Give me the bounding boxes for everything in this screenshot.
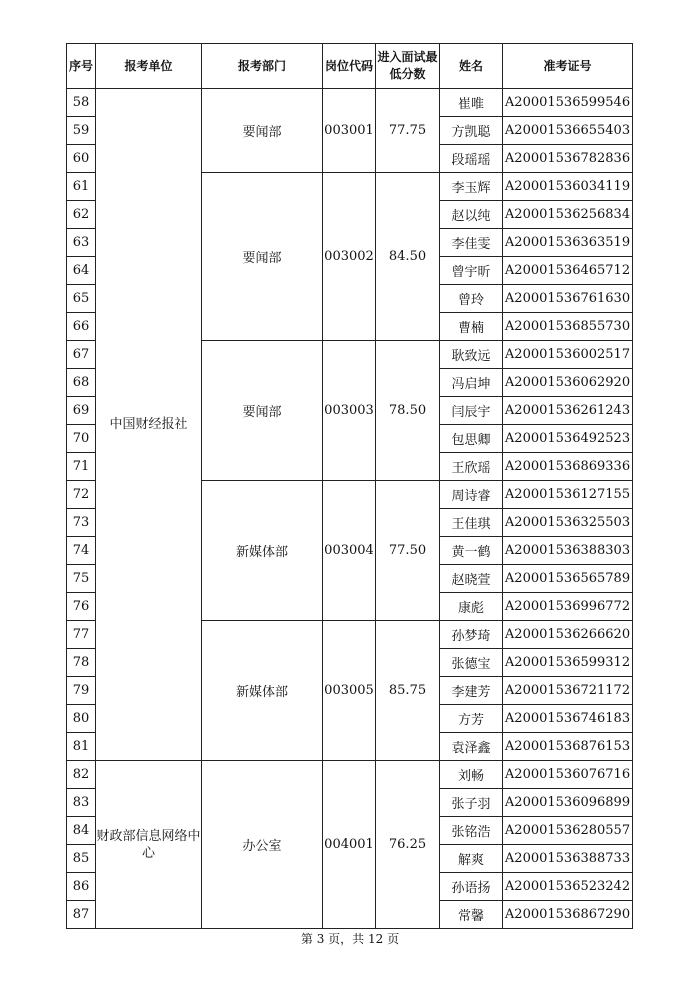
name-cell: 闫辰宇 (440, 397, 503, 425)
ticket-cell: A20001536996772 (503, 593, 633, 621)
seq-cell: 68 (67, 369, 96, 397)
seq-cell: 82 (67, 761, 96, 789)
ticket-cell: A20001536325503 (503, 509, 633, 537)
ticket-cell: A20001536076716 (503, 761, 633, 789)
code-cell: 003004 (323, 481, 376, 621)
name-cell: 赵以纯 (440, 201, 503, 229)
name-cell: 李佳雯 (440, 229, 503, 257)
dept-cell: 办公室 (202, 761, 323, 929)
dept-cell: 新媒体部 (202, 481, 323, 621)
name-cell: 常馨 (440, 901, 503, 929)
score-cell: 85.75 (376, 621, 440, 761)
seq-cell: 85 (67, 845, 96, 873)
dept-cell: 要闻部 (202, 341, 323, 481)
name-cell: 曹楠 (440, 313, 503, 341)
seq-cell: 59 (67, 117, 96, 145)
ticket-cell: A20001536280557 (503, 817, 633, 845)
name-cell: 曾宇昕 (440, 257, 503, 285)
ticket-cell: A20001536721172 (503, 677, 633, 705)
score-cell: 78.50 (376, 341, 440, 481)
name-cell: 包思卿 (440, 425, 503, 453)
ticket-cell: A20001536002517 (503, 341, 633, 369)
name-cell: 耿致远 (440, 341, 503, 369)
seq-cell: 87 (67, 901, 96, 929)
name-cell: 李建芳 (440, 677, 503, 705)
header-code: 岗位代码 (323, 44, 376, 89)
unit-cell: 中国财经报社 (96, 89, 202, 761)
seq-cell: 64 (67, 257, 96, 285)
seq-cell: 63 (67, 229, 96, 257)
ticket-cell: A20001536363519 (503, 229, 633, 257)
ticket-cell: A20001536034119 (503, 173, 633, 201)
ticket-cell: A20001536876153 (503, 733, 633, 761)
seq-cell: 75 (67, 565, 96, 593)
name-cell: 解爽 (440, 845, 503, 873)
seq-cell: 74 (67, 537, 96, 565)
name-cell: 孙梦琦 (440, 621, 503, 649)
ticket-cell: A20001536127155 (503, 481, 633, 509)
header-seq: 序号 (67, 44, 96, 89)
name-cell: 方芳 (440, 705, 503, 733)
ticket-cell: A20001536096899 (503, 789, 633, 817)
seq-cell: 79 (67, 677, 96, 705)
seq-cell: 76 (67, 593, 96, 621)
seq-cell: 60 (67, 145, 96, 173)
header-dept: 报考部门 (202, 44, 323, 89)
ticket-cell: A20001536261243 (503, 397, 633, 425)
seq-cell: 73 (67, 509, 96, 537)
seq-cell: 84 (67, 817, 96, 845)
seq-cell: 61 (67, 173, 96, 201)
dept-cell: 新媒体部 (202, 621, 323, 761)
name-cell: 孙语扬 (440, 873, 503, 901)
ticket-cell: A20001536867290 (503, 901, 633, 929)
name-cell: 黄一鹤 (440, 537, 503, 565)
seq-cell: 58 (67, 89, 96, 117)
seq-cell: 77 (67, 621, 96, 649)
header-unit: 报考单位 (96, 44, 202, 89)
score-cell: 77.75 (376, 89, 440, 173)
name-cell: 王佳琪 (440, 509, 503, 537)
seq-cell: 83 (67, 789, 96, 817)
dept-cell: 要闻部 (202, 173, 323, 341)
score-cell: 77.50 (376, 481, 440, 621)
name-cell: 张德宝 (440, 649, 503, 677)
ticket-cell: A20001536655403 (503, 117, 633, 145)
ticket-cell: A20001536492523 (503, 425, 633, 453)
table-row (67, 89, 633, 117)
score-cell: 84.50 (376, 173, 440, 341)
ticket-cell: A20001536599546 (503, 89, 633, 117)
ticket-cell: A20001536523242 (503, 873, 633, 901)
ticket-cell: A20001536388733 (503, 845, 633, 873)
code-cell: 003005 (323, 621, 376, 761)
ticket-cell: A20001536266620 (503, 621, 633, 649)
seq-cell: 71 (67, 453, 96, 481)
seq-cell: 70 (67, 425, 96, 453)
name-cell: 张子羽 (440, 789, 503, 817)
code-cell: 003001 (323, 89, 376, 173)
header-score: 进入面试最低分数 (376, 44, 440, 89)
table-row (67, 761, 633, 789)
seq-cell: 72 (67, 481, 96, 509)
unit-cell: 财政部信息网络中心 (96, 761, 202, 929)
seq-cell: 62 (67, 201, 96, 229)
seq-cell: 67 (67, 341, 96, 369)
name-cell: 李玉辉 (440, 173, 503, 201)
ticket-cell: A20001536256834 (503, 201, 633, 229)
header-name: 姓名 (440, 44, 503, 89)
seq-cell: 86 (67, 873, 96, 901)
name-cell: 王欣瑶 (440, 453, 503, 481)
name-cell: 周诗睿 (440, 481, 503, 509)
score-cell: 76.25 (376, 761, 440, 929)
code-cell: 004001 (323, 761, 376, 929)
name-cell: 赵晓萱 (440, 565, 503, 593)
dept-cell: 要闻部 (202, 89, 323, 173)
name-cell: 崔唯 (440, 89, 503, 117)
ticket-cell: A20001536599312 (503, 649, 633, 677)
name-cell: 曾玲 (440, 285, 503, 313)
ticket-cell: A20001536855730 (503, 313, 633, 341)
code-cell: 003003 (323, 341, 376, 481)
seq-cell: 81 (67, 733, 96, 761)
header-row (67, 44, 633, 89)
code-cell: 003002 (323, 173, 376, 341)
ticket-cell: A20001536782836 (503, 145, 633, 173)
name-cell: 康彪 (440, 593, 503, 621)
seq-cell: 80 (67, 705, 96, 733)
ticket-cell: A20001536062920 (503, 369, 633, 397)
seq-cell: 65 (67, 285, 96, 313)
name-cell: 张铭浩 (440, 817, 503, 845)
name-cell: 冯启坤 (440, 369, 503, 397)
seq-cell: 66 (67, 313, 96, 341)
ticket-cell: A20001536869336 (503, 453, 633, 481)
ticket-cell: A20001536465712 (503, 257, 633, 285)
ticket-cell: A20001536565789 (503, 565, 633, 593)
ticket-cell: A20001536761630 (503, 285, 633, 313)
header-ticket: 准考证号 (503, 44, 633, 89)
ticket-cell: A20001536388303 (503, 537, 633, 565)
name-cell: 刘畅 (440, 761, 503, 789)
seq-cell: 69 (67, 397, 96, 425)
results-table (66, 43, 633, 929)
table-body (67, 89, 633, 929)
ticket-cell: A20001536746183 (503, 705, 633, 733)
page-footer: 第 3 页，共 12 页 (300, 932, 400, 946)
name-cell: 方凯聪 (440, 117, 503, 145)
name-cell: 段瑶瑶 (440, 145, 503, 173)
seq-cell: 78 (67, 649, 96, 677)
name-cell: 袁泽鑫 (440, 733, 503, 761)
